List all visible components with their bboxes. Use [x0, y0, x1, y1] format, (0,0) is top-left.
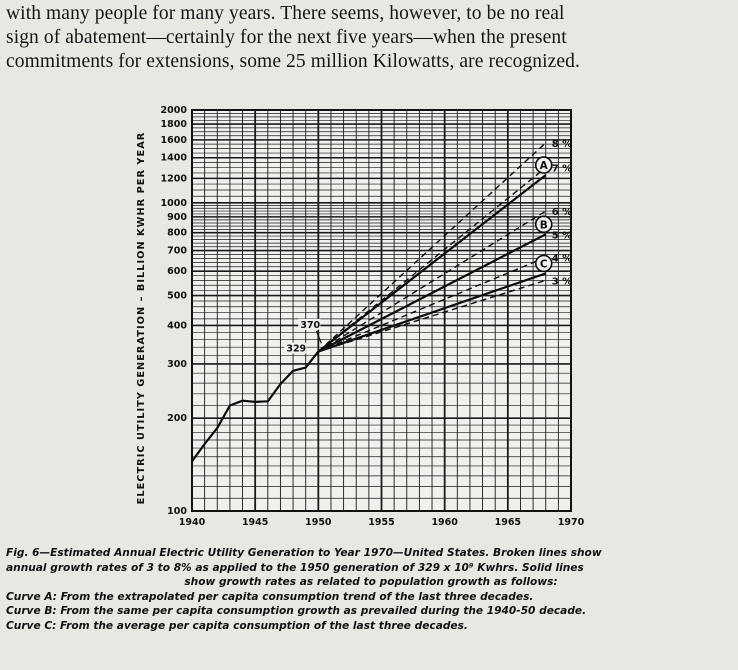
caption-line: Fig. 6—Estimated Annual Electric Utility Generation to Year 1970—United States. Broken lines show: [6, 547, 602, 559]
curve-marker-label: B: [539, 219, 548, 232]
annotation-label: 370: [300, 319, 321, 331]
x-tick-label: 1965: [494, 517, 522, 528]
y-tick-label: 500: [167, 290, 187, 302]
curve-marker-label: A: [539, 160, 548, 173]
x-tick-label: 1970: [557, 517, 585, 528]
y-tick-label: 1600: [160, 134, 187, 146]
intro-line: commitments for extensions, some 25 million Kilowatts, are recognized.: [6, 51, 581, 72]
x-tick-label: 1960: [431, 517, 458, 528]
x-tick-label: 1950: [305, 517, 332, 528]
x-tick-label: 1955: [368, 517, 395, 528]
y-tick-label: 2000: [160, 105, 187, 116]
y-tick-label: 400: [167, 320, 187, 332]
y-tick-label: 1800: [160, 119, 187, 131]
y-tick-label: 800: [167, 227, 187, 239]
series-label: 4 %: [551, 253, 573, 265]
series-label: 6 %: [551, 207, 573, 219]
series-label: 3 %: [551, 276, 573, 288]
y-axis-label: ELECTRIC UTILITY GENERATION – BILLION KWHR PER YEAR: [136, 131, 147, 505]
series-label: 5 %: [551, 230, 573, 242]
caption-line: annual growth rates of 3 to 8% as applied to the 1950 generation of 329 x 10⁹ Kwhrs. Solid lines: [6, 561, 584, 574]
y-tick-label: 1000: [160, 197, 187, 209]
caption-curve-c: Curve C: From the average per capita consumption of the last three decades.: [6, 619, 468, 632]
series-label: 8 %: [551, 138, 573, 150]
intro-line: with many people for many years. There seems, however, to be no real: [6, 3, 565, 24]
x-tick-label: 1945: [241, 517, 269, 528]
y-tick-label: 300: [167, 358, 187, 370]
y-tick-label: 700: [167, 245, 187, 257]
x-tick-label: 1940: [178, 517, 206, 528]
curve-marker-label: C: [539, 258, 548, 271]
y-tick-label: 600: [167, 266, 187, 278]
series-label: 7 %: [551, 163, 573, 175]
y-tick-label: 1200: [160, 173, 187, 185]
y-tick-label: 1400: [160, 152, 187, 164]
figure-caption: [6, 546, 736, 634]
y-tick-label: 100: [167, 506, 187, 517]
intro-line: sign of abatement—certainly for the next five years—when the present: [6, 27, 567, 48]
y-tick-label: 900: [167, 211, 187, 223]
caption-curve-a: Curve A: From the extrapolated per capita consumption trend of the last three decades.: [6, 590, 534, 603]
annotation-label: 329: [286, 343, 307, 355]
caption-line: show growth rates as related to population growth as follows:: [184, 576, 558, 589]
caption-curve-b: Curve B: From the same per capita consumption growth as prevailed during the 1940-50 decade.: [6, 605, 587, 618]
y-tick-label: 200: [167, 413, 187, 425]
